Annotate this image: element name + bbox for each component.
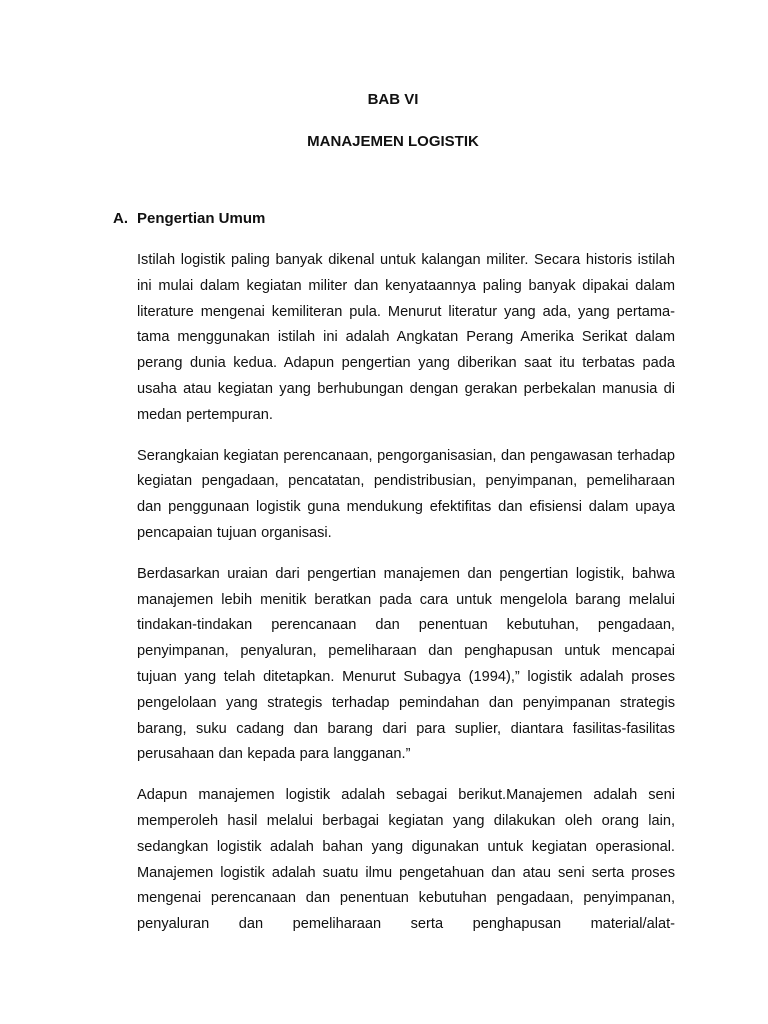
section-heading: [113, 209, 265, 229]
section-title: Pengertian Umum: [137, 210, 266, 227]
chapter-number: BAB VI: [367, 91, 419, 108]
chapter-title: MANAJEMEN LOGISTIK: [307, 133, 479, 150]
section-letter: A.: [113, 210, 128, 227]
paragraph-1: Istilah logistik paling banyak dikenal untuk kalangan militer. Secara historis istilah ini mulai dalam kegiatan militer dan kenyataannya paling banyak dipakai dalam literature mengenai kemiliteran pula. Menurut literatur yang ada, yang pertama-tama menggunakan istilah ini adalah Angkatan Perang Amerika Serikat dalam perang dunia kedua. Adapun pengertian yang diberikan saat itu terbatas pada usaha atau kegiatan yang berhubungan dengan gerakan perbekalan manusia di medan pertempuran.: [137, 252, 675, 423]
paragraph-3: Berdasarkan uraian dari pengertian manajemen dan pengertian logistik, bahwa manajemen lebih menitik beratkan pada cara untuk mengelola barang melalui tindakan-tindakan perencanaan dan penentuan kebutuhan, pengadaan, penyimpanan, penyaluran, pemeliharaan dan penghapusan untuk mencapai tujuan yang telah ditetapkan. Menurut Subagya (1994),” logistik adalah proses pengelolaan yang strategis terhadap pemindahan dan penyimpanan strategis barang, suku cadang dan barang dari para suplier, diantara fasilitas-fasilitas perusahaan dan kepada para langganan.”: [137, 565, 675, 763]
body-text: [137, 248, 675, 953]
paragraph-2: Serangkaian kegiatan perencanaan, pengorganisasian, dan pengawasan terhadap kegiatan pengadaan, pencatatan, pendistribusian, penyimpanan, pemeliharaan dan penggunaan logistik guna mendukung efektifitas dan efisiensi dalam upaya pencapaian tujuan organisasi.: [137, 447, 675, 541]
paragraph-4: Adapun manajemen logistik adalah sebagai berikut.Manajemen adalah seni memperoleh hasil melalui berbagai kegiatan yang dilakukan oleh orang lain, sedangkan logistik adalah bahan yang digunakan untuk kegiatan operasional. Manajemen logistik adalah suatu ilmu pengetahuan dan atau seni serta proses mengenai perencanaan dan penentuan kebutuhan pengadaan, penyimpanan, penyaluran dan pemeliharaan serta penghapusan material/alat-: [137, 787, 675, 933]
